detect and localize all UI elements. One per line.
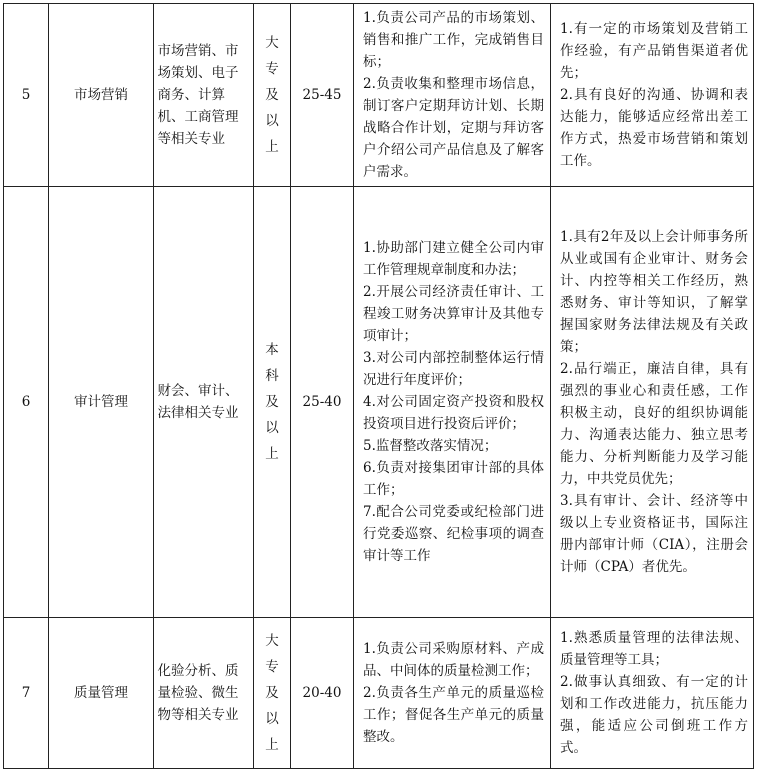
job-duties	[354, 618, 551, 769]
duty-item: 2.负责各生产单元的质量巡检工作；督促各生产单元的质量整改。	[363, 685, 544, 745]
requirement-item: 2.具有良好的沟通、协调和表达能力，能够适应经常出差工作方式，热爱市场营销和策划工作。	[560, 87, 748, 169]
requirement-item: 1.有一定的市场策划及营销工作经验，有产品销售渠道者优先；	[560, 21, 748, 81]
duty-item: 4.对公司固定资产投资和股权投资项目进行投资后评价；	[363, 394, 544, 432]
requirement-item: 3.具有审计、会计、经济等中级以上专业资格证书，国际注册内部审计师（CIA），注册会计师（CPA）者优先。	[560, 493, 748, 575]
position-name: 质量管理	[49, 618, 154, 769]
duty-item: 1.协助部门建立健全公司内审工作管理规章制度和办法；	[363, 240, 544, 278]
education-requirement: 大专及以上	[265, 633, 279, 753]
requirement-item: 2.做事认真细致、有一定的计划和工作改进能力，抗压能力强，能适应公司倒班工作方式。	[560, 674, 748, 756]
table-row	[4, 618, 754, 769]
job-requirements	[551, 187, 754, 618]
job-requirements	[551, 618, 754, 769]
job-duties	[354, 187, 551, 618]
duty-item: 2.负责收集和整理市场信息，制订客户定期拜访计划、长期战略合作计划，定期与拜访客户介绍公司产品信息及了解客户需求。	[363, 76, 544, 180]
duty-item: 6.负责对接集团审计部的具体工作；	[363, 460, 544, 498]
duty-item: 2.开展公司经济责任审计、工程竣工财务决算审计及其他专项审计；	[363, 284, 544, 344]
major-requirement: 市场营销、市场策划、电子商务、计算机、工商管理等相关专业	[157, 43, 239, 147]
requirement-item: 1.具有2年及以上会计师事务所从业或国有企业审计、财务会计、内控等相关工作经历，熟悉财务、审计等知识，了解掌握国家财务法律法规及有关政策；	[560, 229, 748, 355]
position-name: 市场营销	[49, 4, 154, 187]
major-requirement: 财会、审计、法律相关专业	[157, 383, 239, 421]
age-range: 25-45	[291, 4, 354, 187]
education-requirement: 本科及以上	[265, 342, 279, 462]
duty-item: 5.监督整改落实情况；	[363, 438, 498, 454]
duty-item: 1.负责公司产品的市场策划、销售和推广工作，完成销售目标；	[363, 10, 544, 70]
position-name: 审计管理	[49, 187, 154, 618]
major-requirement: 化验分析、质量检验、微生物等相关专业	[157, 663, 239, 723]
row-number: 7	[4, 618, 49, 769]
age-range: 20-40	[291, 618, 354, 769]
requirement-item: 2.品行端正，廉洁自律，具有强烈的事业心和责任感，工作积极主动，良好的组织协调能力、沟通表达能力、独立思考能力、分析判断能力及学习能力，中共党员优先；	[560, 361, 748, 487]
age-range: 25-40	[291, 187, 354, 618]
duty-item: 3.对公司内部控制整体运行情况进行年度评价；	[363, 350, 544, 388]
row-number: 6	[4, 187, 49, 618]
job-requirements	[551, 4, 754, 187]
table-row	[4, 187, 754, 618]
recruitment-table	[3, 3, 754, 769]
duty-item: 7.配合公司党委或纪检部门进行党委巡察、纪检事项的调查审计等工作	[363, 504, 544, 564]
duty-item: 1.负责公司采购原材料、产成品、中间体的质量检测工作；	[363, 641, 544, 679]
requirement-item: 1.熟悉质量管理的法律法规、质量管理等工具；	[560, 630, 748, 668]
table-row	[4, 4, 754, 187]
row-number: 5	[4, 4, 49, 187]
job-duties	[354, 4, 551, 187]
education-requirement: 大专及以上	[265, 35, 279, 155]
